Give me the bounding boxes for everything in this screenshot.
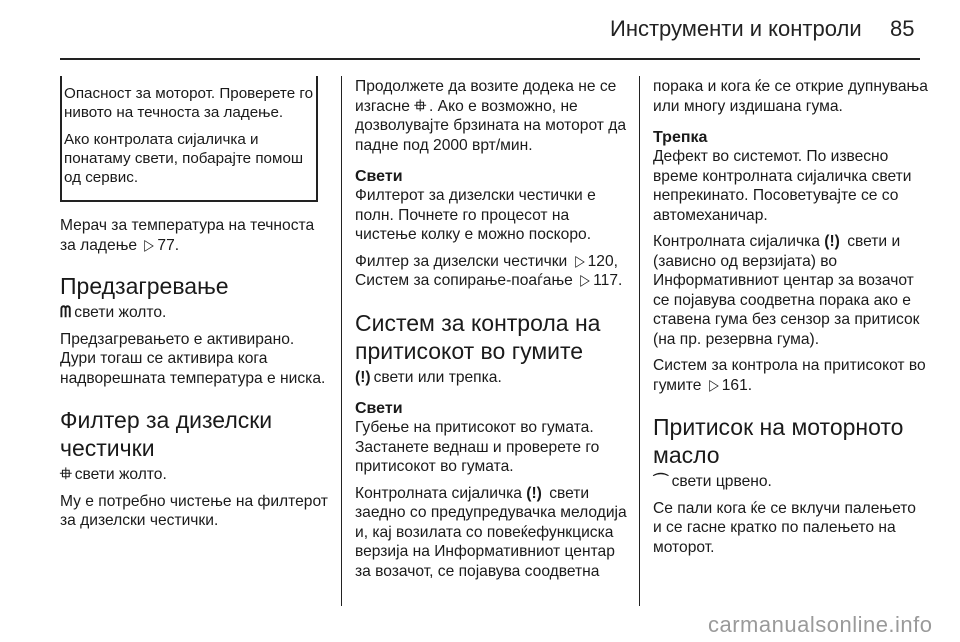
dpf-body: Му е потребно чистење на филтерот за дизелски честички. [60, 492, 328, 529]
dpf-reference: Филтер за дизелски честички ▷ 120, Систем за сопирање-поаѓање ▷ 117. [355, 252, 623, 289]
dpf-continue-text: Продолжете да возите додека не се изгасне ⯐ . Ако е возможно, не дозволувајте брзината на моторот да падне под 2000 врт/мин. [355, 78, 627, 154]
watermark: carmanualsonline.info [708, 612, 933, 637]
page-ref-link[interactable]: 117. [593, 272, 623, 289]
page-header-title: Инструменти и контроли [610, 16, 862, 41]
page-ref-link[interactable]: 120, [587, 252, 618, 270]
oil-status: ⌒ свети црвено. [653, 473, 772, 490]
section-heading-preheat: Предзагревање [60, 273, 229, 299]
page-number: 85 [890, 16, 915, 41]
tpms-status: (!) свети или трепка. [355, 368, 502, 386]
tpms-icon: (!) [824, 233, 840, 250]
page-ref-link[interactable]: 77. [157, 236, 180, 254]
oil-body: Се пали кога ќе се вклучи палењето и се гасне кратко по палењето на моторот. [653, 499, 916, 556]
warning-text: Опасност за моторот. Проверете го нивото на течноста за ладење. [64, 85, 314, 121]
flash-body-2: Контролната сијаличка (!) свети и (зависно од верзијата) во Информативниот центар за возачот се појавува соодветна порака ако е ставена гума без сензор за притисок (на пр. резервна гума). [653, 233, 920, 348]
column-1 [60, 216, 330, 531]
subheading-flash: Трепка [653, 129, 708, 146]
section-heading-oil: Притисок на моторното масло [653, 414, 904, 468]
dpf-lights-body: Филтерот за дизелски честички е полн. Почнете го процесот на чистење колку е можно поскоро. [355, 187, 596, 243]
tpms-reference: Систем за контрола на притисокот во гумите ▷ 161. [653, 357, 926, 394]
subheading-lights: Свети [355, 168, 403, 185]
page-ref-icon: ▷ [574, 252, 585, 270]
page-ref-link[interactable]: 161. [721, 376, 753, 394]
column-divider [341, 76, 342, 606]
column-divider [639, 76, 640, 606]
column-2 [355, 77, 630, 581]
tpms-lights-body-2: Контролната сијаличка (!) свети заедно со предупредувачка мелодија и, кај возилата со повеќефункциска верзија на Информативниот центар за возачот, се појавува соодветна [355, 484, 627, 580]
preheat-status: ᗰ свети жолто. [60, 304, 167, 321]
oil-can-icon: ⌒ [653, 473, 669, 490]
flash-body: Дефект во системот. По извесно време контролната сијаличка свети непрекинато. Посоветувајте се со автомеханичар. [653, 148, 912, 224]
preheat-body: Предзагревањето е активирано. Дури тогаш се активира кога надворешната температура е ниска. [60, 330, 326, 387]
tpms-lights-body: Губење на притисокот во гумата. Застанете веднаш и проверете го притисокот во гумата. [355, 419, 600, 475]
section-heading-dpf: Филтер за дизелски честички [60, 407, 273, 461]
page-ref-icon: ▷ [144, 236, 155, 254]
dpf-status: ⯐ свети жолто. [60, 466, 167, 483]
section-heading-tpms: Систем за контрола на притисокот во гумите [355, 309, 601, 364]
page-ref-icon: ▷ [580, 272, 590, 289]
tpms-icon: (!) [355, 368, 371, 386]
header-rule [60, 58, 920, 60]
page-ref-icon: ▷ [708, 376, 719, 394]
column-3 [653, 77, 928, 557]
dpf-icon: ⯐ [414, 97, 427, 115]
dpf-icon: ⯐ [60, 466, 72, 483]
warning-text: Ако контролата сијаличка и понатаму свети, побарајте помош од сервис. [64, 131, 304, 186]
tpms-icon: (!) [526, 484, 542, 502]
warning-box [60, 76, 318, 202]
preheat-icon: ᗰ [60, 304, 72, 321]
tpms-continued-text: порака и кога ќе се открие дупнувања или многу издишана гума. [653, 78, 928, 115]
temp-gauge-reference: Мерач за температура на течноста за ладење ▷ 77. [60, 217, 315, 254]
subheading-tpms-lights: Свети [355, 400, 403, 417]
